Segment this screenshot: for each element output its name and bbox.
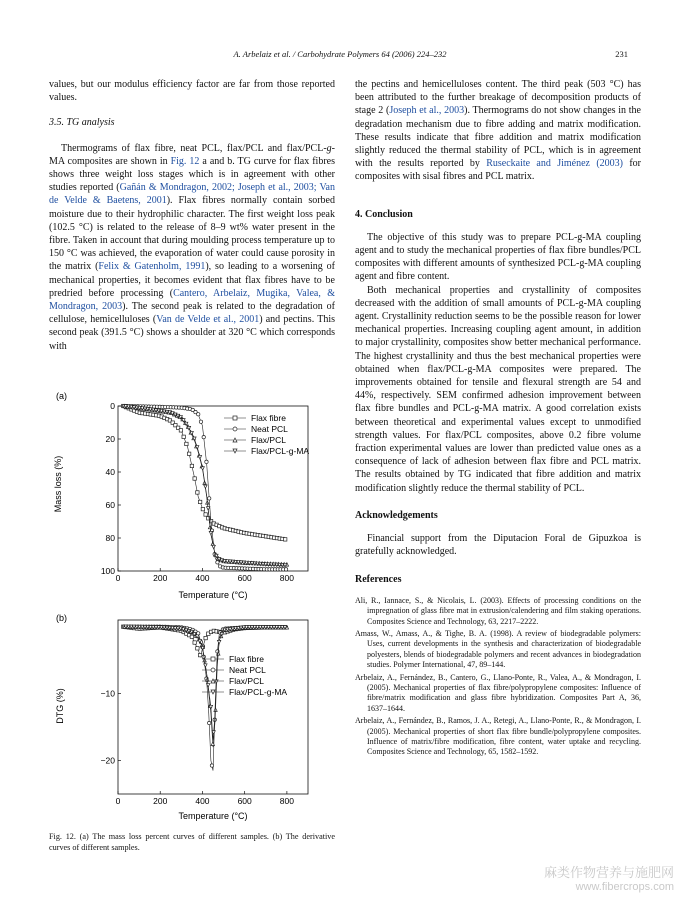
section-heading-tg-analysis: 3.5. TG analysis [49,117,115,129]
page-number: 231 [615,49,628,59]
series-neat-pcl [122,625,287,771]
reference-item: Arbelaiz, A., Fernández, B., Cantero, G., Llano-Ponte, R., Valea, A., & Mondragon, I. (2005). Mechanical properties of flax fibre/polypropylene composites: Influence of fibre/matrix modification and glass fibre hybridization. Composites Part A, 36, 1637–1644. [355,672,641,713]
data-point [195,446,198,449]
data-point [211,668,215,672]
reference-item: Amass, W., Amass, A., & Tighe, B. A. (1998). A review of biodegradable polymers: Uses, current developments in the synthesis and characterization of biodegradable polyesters, blends of biodegradable polymers and recent advances in biodegradation studies. Polymer International, 47, 89–144. [355,628,641,670]
conclusion-paragraph-1: The objective of this study was to prepare PCL-g-MA coupling agent and to study the mechanical properties of flax fibre bundles/PCL composites with different amounts of synthesized PCL-g-MA coupling agent and fibre content. [355,231,641,283]
y-tick-label: −20 [100,755,115,766]
data-point [204,485,207,488]
data-point [212,545,215,548]
data-point [206,507,209,510]
data-point [204,513,207,516]
x-tick-label: 0 [115,796,121,806]
data-point [201,467,204,470]
x-tick-label: 200 [153,573,168,583]
data-point [190,635,193,638]
y-tick-label: 60 [105,500,115,510]
data-point [204,664,207,667]
citation-link[interactable]: Cantero, Arbelaiz, Mugika, Valea, & Mondragon, 2003 [49,287,336,313]
y-tick-label: 40 [105,467,115,477]
legend-entry: Neat PCL [229,665,266,675]
citation-link[interactable]: Joseph et al., 2003 [389,105,465,117]
reference-item: Ali, R., Iannace, S., & Nicolais, L. (2003). Effects of processing conditions on the impregnation of glass fibre mat in extrusion/calendering and film staking operations. Composites Science and Technology, 63, 2217–2222. [355,595,641,626]
legend-entry: Neat PCL [251,424,288,434]
legend-entry: Flax/PCL-g-MA [251,446,310,456]
x-axis-label: Temperature (°C) [178,811,248,821]
data-point [198,653,201,656]
figure-caption: Fig. 12. (a) The mass loss percent curves of different samples. (b) The derivative curves of different samples. [49,832,335,852]
data-point [284,568,287,571]
right-column [355,78,641,760]
data-point [216,561,219,564]
x-tick-label: 0 [115,573,121,583]
data-point [198,500,201,503]
y-tick-label: 80 [105,533,115,543]
paragraph-tg: Thermograms of flax fibre, neat PCL, flax/PCL and flax/PCL-g-MA composites are shown in Fig. 12 a and b. TG curve for flax fibres shows three weight loss stages which is in agreement with other studies reported (Gañán & Mondragon, 2002; Joseph et al., 2003; Van de Velde & Baetens, 2001). Flax fibres normally contain sorbed moisture due to their hydrophilic character. The first weight loss peak (102.5 °C) is related to the release of 8–9 wt% water present in the fibre. Taken in account that during moulding process temperature up to 150 °C was achieved, the evaporation of water could cause porosity in the matrix (Felix & Gatenholm, 1991), so leading to a worsening of mechanical properties, it becomes evident that flax fibres have to be predried before processing (Cantero, Arbelaiz, Mugika, Valea, & Mondragon, 2003). The second peak is related to the degradation of cellulose, hemicelluloses (Van de Velde et al., 2001) and pectins. This second peak (391.5 °C) shows a shoulder at 320 °C which corresponds with [49,142,336,352]
conclusion-paragraph-2: Both mechanical properties and crystallinity of composites decreased with the addition of small amounts of PCL-g-MA coupling agent. Crystallinity reduction seems to be the possible reason for lower mechanical properties. Increasing coupling agent amount, in addition to major crystallinity, composites show better mechanical performance. The highest crystallinity and thus the best mechanical properties were obtained when flax/PCL-g-MA composites were prepared. The improvements obtained for tensile and flexural strength are 54 and 44%, respectively. SEM confirmed adhesion improvement between flax fibre bundles and PCL-g-MA matrix. A good correlation exists between theoretical and experimental values except to unmodified strength values. For flax/PCL composites, above 0.2 fibre volume fraction experimental values are lower than predicted value ones as a consequence of lack of adhesion between flax fibre and PCL matrix. The results obtained by TG indicated that fibre addition and matrix modification slightly reduce the thermal stability of PCL. [355,284,641,494]
running-title: A. Arbelaiz et al. / Carbohydrate Polymers 64 (2006) 224–232 [233,49,447,59]
data-point [196,491,199,494]
data-point [197,413,200,416]
data-point [185,442,188,445]
y-tick-label: 20 [105,434,115,444]
data-point [217,640,220,643]
section-heading-acknowledgements: Acknowledgements [355,509,438,521]
left-column [49,78,335,353]
panel-label: (b) [56,613,67,623]
data-point [187,426,190,429]
data-point [210,764,213,767]
citation-link[interactable]: Van de Velde et al., 2001 [156,314,260,326]
data-point [193,477,196,480]
data-point [209,705,212,708]
data-point [193,641,196,644]
legend-entry: Flax fibre [229,654,264,664]
citation-link[interactable]: Gañán & Mondragon, 2002; Joseph et al., 2003; Van de Velde & Baetens, 2001 [49,182,335,207]
legend-entry: Flax fibre [251,413,286,423]
acknowledgements-text: Financial support from the Diputacion Foral de Gipuzkoa is gratefully acknowledged. [355,533,641,558]
data-point [233,416,237,420]
figure-12b-dtg-chart [50,610,340,825]
y-axis-label: Mass loss (%) [53,455,63,513]
x-tick-label: 800 [279,796,294,806]
y-tick-label: 100 [100,566,115,576]
paragraph-tg-continued: the pectins and hemicelluloses content. The third peak (503 °C) has been attributed to the further breakage of decomposition products of stage 2 (Joseph et al., 2003). Thermograms do not show changes in the degradation mechanism due to fibre adding and matrix modification. These results indicate that fibre addition and matrix modification slightly reduced the thermal stability of PCL, which is in agreement with the results reported by Ruseckaite and Jiménez (2003) for composites with sisal fibres and PCL matrix. [355,79,641,183]
x-tick-label: 400 [195,796,210,806]
data-point [202,435,205,438]
citation-link[interactable]: Felix & Gatenholm, 1991 [98,261,206,273]
panel-label: (a) [56,391,67,401]
y-tick-label: −10 [100,688,115,699]
watermark: 麻类作物营养与施肥网 www.fibercrops.com [543,865,674,893]
data-point [179,429,182,432]
y-axis-label: DTG (%) [55,688,65,724]
data-point [211,657,215,661]
data-point [198,455,201,458]
section-heading-references: References [355,573,402,585]
data-point [190,464,193,467]
paragraph-continued: values, but our modulus efficiency factor are far from those reported values. [49,79,335,104]
legend-entry: Flax/PCL [251,435,286,445]
series-line [123,627,287,657]
data-point [182,435,185,438]
data-point [187,452,190,455]
series-flax-fibre [122,625,287,657]
data-point [233,427,237,431]
data-point [208,721,211,724]
data-point [196,647,199,650]
series-line [123,627,287,771]
figure-12a-mass-loss-chart [50,388,340,606]
data-point [199,420,202,423]
x-tick-label: 200 [153,796,168,806]
x-tick-label: 600 [237,573,252,583]
data-point [204,636,207,639]
citation-link[interactable]: Ruseckaite and Jiménez (2003) [486,158,623,170]
data-point [201,646,204,649]
data-point [208,497,211,500]
x-axis-label: Temperature (°C) [178,590,248,600]
data-point [205,460,208,463]
reference-list [355,596,641,758]
x-tick-label: 800 [279,573,294,583]
y-tick-label: 0 [110,401,115,411]
legend-entry: Flax/PCL-g-MA [229,687,288,697]
x-tick-label: 600 [237,796,252,806]
data-point [284,538,287,541]
section-heading-conclusion: 4. Conclusion [355,208,413,220]
figure-link[interactable]: Fig. 12 [170,155,200,167]
legend-entry: Flax/PCL [229,676,264,686]
data-point [201,507,204,510]
running-header [52,49,628,59]
reference-item: Arbelaiz, A., Fernández, B., Ramos, J. A., Retegi, A., Llano-Ponte, R., & Mondragon, I. (2005). Mechanical properties of short flax fibre bundle/polypropylene composites. Influence of matrix/fibre modification, fibre content, water uptake and recycling. Composites Science and Technology, 65, 1582–1592. [355,716,641,757]
x-tick-label: 400 [195,573,210,583]
